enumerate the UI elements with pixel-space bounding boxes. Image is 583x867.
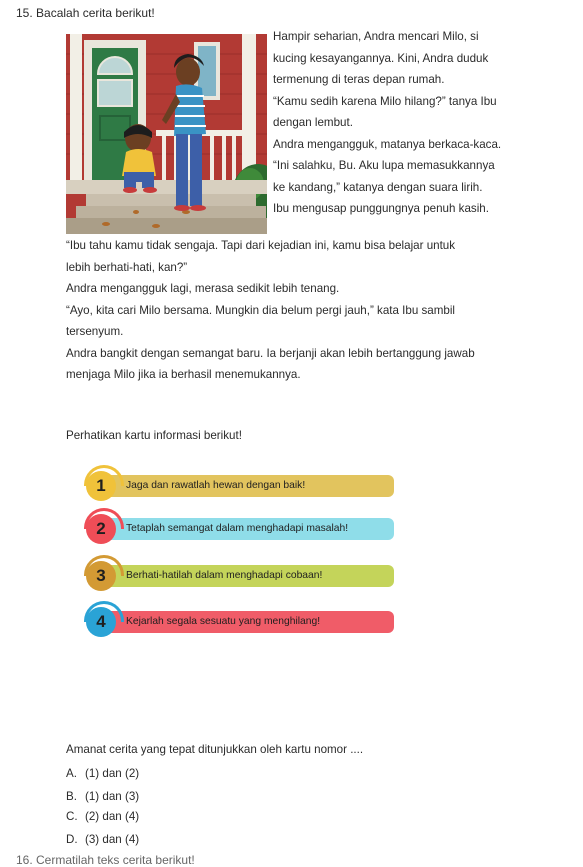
next-question-number: 16. Cermatilah teks cerita berikut! bbox=[16, 853, 195, 867]
option-label: B. bbox=[66, 790, 77, 803]
story-line: Andra mengangguk, matanya berkaca-kaca. bbox=[273, 137, 502, 151]
story-line: “Ayo, kita cari Milo bersama. Mungkin dia belum pergi jauh,” kata Ibu sambil bbox=[66, 303, 455, 317]
info-card-3 bbox=[86, 563, 394, 589]
card-text: Berhati-hatilah dalam menghadapi cobaan! bbox=[126, 570, 323, 581]
option-text: (3) dan (4) bbox=[85, 833, 140, 846]
story-line: “Ini salahku, Bu. Aku lupa memasukkannya bbox=[273, 159, 495, 172]
info-card-4 bbox=[86, 609, 394, 635]
option-text: (1) dan (2) bbox=[85, 767, 140, 780]
question-prompt: Amanat cerita yang tepat ditunjukkan oleh kartu nomor .... bbox=[66, 743, 364, 756]
option-b[interactable] bbox=[66, 790, 139, 803]
story-side-text bbox=[273, 26, 545, 220]
story-line: “Kamu sedih karena Milo hilang?” tanya Ibu bbox=[273, 94, 497, 108]
option-a[interactable] bbox=[66, 767, 139, 780]
card-number-badge: 3 bbox=[86, 561, 116, 591]
story-line: menjaga Milo jika ia berhasil menemukannya. bbox=[66, 368, 301, 381]
story-line: Andra bangkit dengan semangat baru. Ia berjanji akan lebih bertanggung jawab bbox=[66, 346, 475, 360]
story-line: lebih berhati-hati, kan?” bbox=[66, 260, 188, 274]
option-text: (2) dan (4) bbox=[85, 810, 140, 823]
card-text: Tetaplah semangat dalam menghadapi masalah! bbox=[126, 523, 349, 534]
option-c[interactable] bbox=[66, 810, 139, 823]
cards-title: Perhatikan kartu informasi berikut! bbox=[66, 429, 242, 442]
story-line: tersenyum. bbox=[66, 325, 124, 338]
story-line: Hampir seharian, Andra mencari Milo, si bbox=[273, 30, 479, 43]
card-number-badge: 2 bbox=[86, 514, 116, 544]
option-label: A. bbox=[66, 767, 77, 780]
story-line: dengan lembut. bbox=[273, 116, 353, 129]
story-full-text bbox=[66, 235, 546, 386]
card-text: Jaga dan rawatlah hewan dengan baik! bbox=[126, 480, 306, 491]
question-number: 15. Bacalah cerita berikut! bbox=[16, 6, 155, 20]
story-line: ke kandang,” katanya dengan suara lirih. bbox=[273, 180, 483, 194]
story-line: kucing kesayangannya. Kini, Andra duduk bbox=[273, 51, 489, 65]
card-number-badge: 1 bbox=[86, 471, 116, 501]
option-label: C. bbox=[66, 810, 78, 823]
story-line: Ibu mengusap punggungnya penuh kasih. bbox=[273, 202, 489, 215]
option-text: (1) dan (3) bbox=[85, 790, 140, 803]
porch-scene-image bbox=[66, 34, 267, 234]
story-illustration bbox=[66, 34, 267, 234]
info-card-2 bbox=[86, 516, 394, 542]
story-line: termenung di teras depan rumah. bbox=[273, 73, 445, 86]
card-text: Kejarlah segala sesuatu yang menghilang! bbox=[126, 616, 321, 627]
story-line: Andra mengangguk lagi, merasa sedikit lebih tenang. bbox=[66, 282, 340, 295]
option-d[interactable] bbox=[66, 833, 139, 846]
info-card-1 bbox=[86, 473, 394, 499]
card-number-badge: 4 bbox=[86, 607, 116, 637]
option-label: D. bbox=[66, 833, 78, 846]
story-line: “Ibu tahu kamu tidak sengaja. Tapi dari kejadian ini, kamu bisa belajar untuk bbox=[66, 239, 456, 252]
